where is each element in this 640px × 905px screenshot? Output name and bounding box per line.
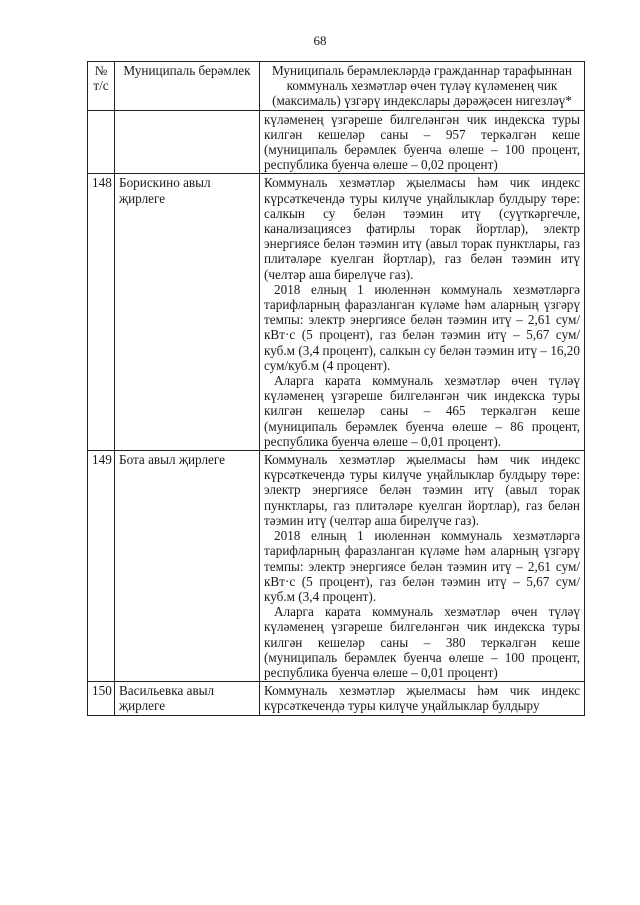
cell-name <box>115 110 260 174</box>
cell-text <box>260 174 585 451</box>
header-basis: Муниципаль берәмлекләрдә гражданнар тарафыннан коммуналь хезмәтләр өчен түләү күләменең чик (максималь) үзгәрү индекслары дәрәҗәсен нигезләү* <box>260 62 585 111</box>
cell-num: 150 <box>88 682 115 715</box>
cell-num <box>88 110 115 174</box>
cell-name: Борискино авыл җирлеге <box>115 174 260 451</box>
table-row <box>88 682 585 715</box>
paragraph-utilities: Коммуналь хезмәтләр җыелмасы һәм чик индекс күрсәткечендә туры килүче уңайлыклар булдыру төре: салкын су белән тәэмин итү (суүткәргечле, канализациясез фатирлы торак йортлар), электр энергиясе белән тәэмин итү (авыл торак пунктлары, газ плитәләре куелган йортлар), газ белән тәэмин итү (челтәр аша бирелүче газ). <box>264 175 580 282</box>
table-row-continuation <box>88 110 585 174</box>
cell-num: 148 <box>88 174 115 451</box>
cell-name: Васильевка авыл җирлеге <box>115 682 260 715</box>
paragraph-people: Аларга карата коммуналь хезмәтләр өчен түләү күләменең үзгәреше билгеләнгән чик индекска туры килгән кешеләр саны – 465 теркәлгән кеше (муниципаль берәмлек буенча өлеше – 86 процент, республика буенча өлеше – 0,01 процент). <box>264 373 580 449</box>
header-num: № т/с <box>88 62 115 111</box>
table-header-row <box>88 62 585 111</box>
cell-text <box>260 451 585 682</box>
cell-name: Бота авыл җирлеге <box>115 451 260 682</box>
paragraph-utilities: Коммуналь хезмәтләр җыелмасы һәм чик индекс күрсәткечендә туры килүче уңайлыклар булдыру <box>264 683 580 714</box>
indices-table <box>87 61 585 716</box>
page-number: 68 <box>313 33 327 48</box>
header-municipality: Муниципаль берәмлек <box>115 62 260 111</box>
table-row <box>88 451 585 682</box>
table-row <box>88 174 585 451</box>
paragraph-utilities: Коммуналь хезмәтләр җыелмасы һәм чик индекс күрсәткечендә туры килүче уңайлыклар булдыру төре: электр энергиясе белән тәэмин итү (авыл торак пунктлары, газ плитәләре куелган йортлар), газ белән тәэмин итү (челтәр аша бирелүче газ). <box>264 452 580 528</box>
paragraph-people: Аларга карата коммуналь хезмәтләр өчен түләү күләменең үзгәреше билгеләнгән чик индекска туры килгән кешеләр саны – 380 теркәлгән кеше (муниципаль берәмлек буенча өлеше – 100 процент, республика буенча өлеше – 0,01 процент) <box>264 604 580 680</box>
cell-text: күләменең үзгәреше билгеләнгән чик индекска туры килгән кешеләр саны – 957 теркәлгән кеше (муниципаль берәмлек буенча өлеше – 100 процент, республика буенча өлеше – 0,02 процент) <box>260 110 585 174</box>
cell-num: 149 <box>88 451 115 682</box>
paragraph-tariffs: 2018 елның 1 июленнән коммуналь хезмәтләргә тарифларның фаразланган күләме һәм аларның үзгәрү темпы: электр энергиясе белән тәэмин итү – 2,61 сум/кВт·с (5 процент), газ белән тәэмин итү – 5,67 сум/куб.м (3,4 процент), салкын су белән тәэмин итү – 16,20 сум/куб.м (4 процент). <box>264 281 580 373</box>
paragraph-tariffs: 2018 елның 1 июленнән коммуналь хезмәтләргә тарифларның фаразланган күләме һәм аларның үзгәрү темпы: электр энергиясе белән тәэмин итү – 2,61 сум/кВт·с (5 процент), газ белән тәэмин итү – 5,67 сум/куб.м (3,4 процент). <box>264 528 580 604</box>
cell-text <box>260 682 585 715</box>
